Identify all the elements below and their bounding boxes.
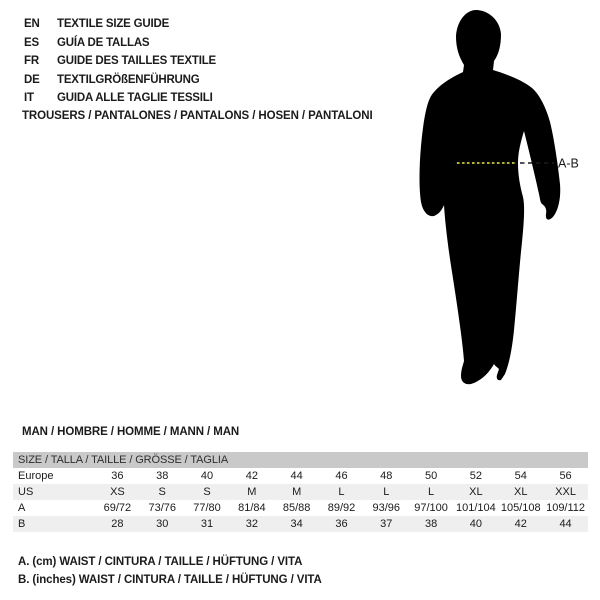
- footnote-b: B. (inches) WAIST / CINTURA / TAILLE / HÜFTUNG / VITA: [18, 574, 322, 586]
- table-row-us: [13, 484, 588, 500]
- footnote-a: A. (cm) WAIST / CINTURA / TAILLE / HÜFTUNG / VITA: [18, 556, 303, 568]
- size-table-header: SIZE / TALLA / TAILLE / GRÖSSE / TAGLIA: [13, 452, 588, 468]
- language-code: IT: [24, 92, 34, 105]
- table-row-b-inches: [13, 516, 588, 532]
- category-title: TROUSERS / PANTALONES / PANTALONS / HOSEN / PANTALONI: [22, 110, 373, 122]
- language-label: GUIDE DES TAILLES TEXTILE: [57, 55, 216, 68]
- table-cell: 44: [290, 470, 303, 482]
- section-title-man: MAN / HOMBRE / HOMME / MANN / MAN: [22, 426, 240, 438]
- size-table: [13, 452, 588, 532]
- language-label: TEXTILGRÖßENFÜHRUNG: [57, 73, 200, 86]
- table-cell: 37: [380, 518, 393, 530]
- table-cell: 44: [559, 518, 572, 530]
- table-cell: 40: [200, 470, 214, 482]
- table-cell: 48: [380, 470, 393, 482]
- table-cell: 34: [290, 518, 303, 530]
- row-label: A: [18, 502, 26, 514]
- waist-measure-label: A-B: [558, 156, 579, 171]
- table-cell: 93/96: [372, 502, 401, 514]
- table-cell: 42: [514, 518, 527, 530]
- table-cell: 69/72: [103, 502, 132, 514]
- table-cell: 30: [156, 518, 169, 530]
- table-cell: 28: [111, 518, 124, 530]
- measurement-footnotes: [18, 553, 322, 589]
- table-cell: 36: [335, 518, 348, 530]
- language-label: GUIDA ALLE TAGLIE TESSILI: [57, 92, 213, 105]
- table-row-a-cm: [13, 500, 588, 516]
- table-cell: 42: [245, 470, 258, 482]
- table-cell: 36: [111, 470, 124, 482]
- man-silhouette: [420, 10, 561, 384]
- table-cell: 81/84: [238, 502, 266, 514]
- size-table-header-row: [13, 452, 588, 468]
- table-cell: S: [158, 486, 166, 498]
- row-label: US: [18, 486, 34, 498]
- table-cell: 38: [424, 518, 438, 530]
- table-cell: M: [247, 486, 257, 498]
- table-cell: XL: [469, 486, 483, 498]
- table-cell: XL: [513, 486, 528, 498]
- table-cell: XXL: [555, 486, 576, 498]
- language-code: DE: [24, 73, 40, 86]
- table-cell: 85/88: [282, 502, 311, 514]
- table-cell: 109/112: [546, 502, 586, 514]
- table-cell: 54: [514, 470, 527, 482]
- table-cell: L: [383, 486, 390, 498]
- table-cell: 105/108: [500, 502, 541, 514]
- table-cell: 101/104: [456, 502, 496, 514]
- table-cell: L: [338, 486, 345, 498]
- language-label: GUÍA DE TALLAS: [57, 36, 150, 49]
- table-cell: L: [428, 486, 435, 498]
- language-code: EN: [24, 18, 40, 31]
- table-cell: 46: [335, 470, 348, 482]
- table-cell: 52: [469, 470, 483, 482]
- table-cell: 77/80: [193, 502, 221, 514]
- table-cell: 31: [200, 518, 214, 530]
- table-cell: 40: [469, 518, 483, 530]
- language-code: FR: [24, 55, 39, 68]
- row-label: B: [18, 518, 26, 530]
- table-cell: 56: [559, 470, 572, 482]
- language-label: TEXTILE SIZE GUIDE: [57, 18, 170, 31]
- table-cell: 32: [245, 518, 258, 530]
- table-cell: S: [203, 486, 211, 498]
- language-code: ES: [24, 36, 39, 49]
- table-cell: 89/92: [327, 502, 356, 514]
- table-cell: 38: [156, 470, 169, 482]
- table-row-europe: [13, 468, 588, 484]
- row-label: Europe: [18, 470, 54, 482]
- table-cell: M: [292, 486, 302, 498]
- table-cell: 50: [424, 470, 438, 482]
- table-cell: 73/76: [148, 502, 176, 514]
- table-cell: 97/100: [414, 502, 448, 514]
- table-cell: XS: [110, 486, 125, 498]
